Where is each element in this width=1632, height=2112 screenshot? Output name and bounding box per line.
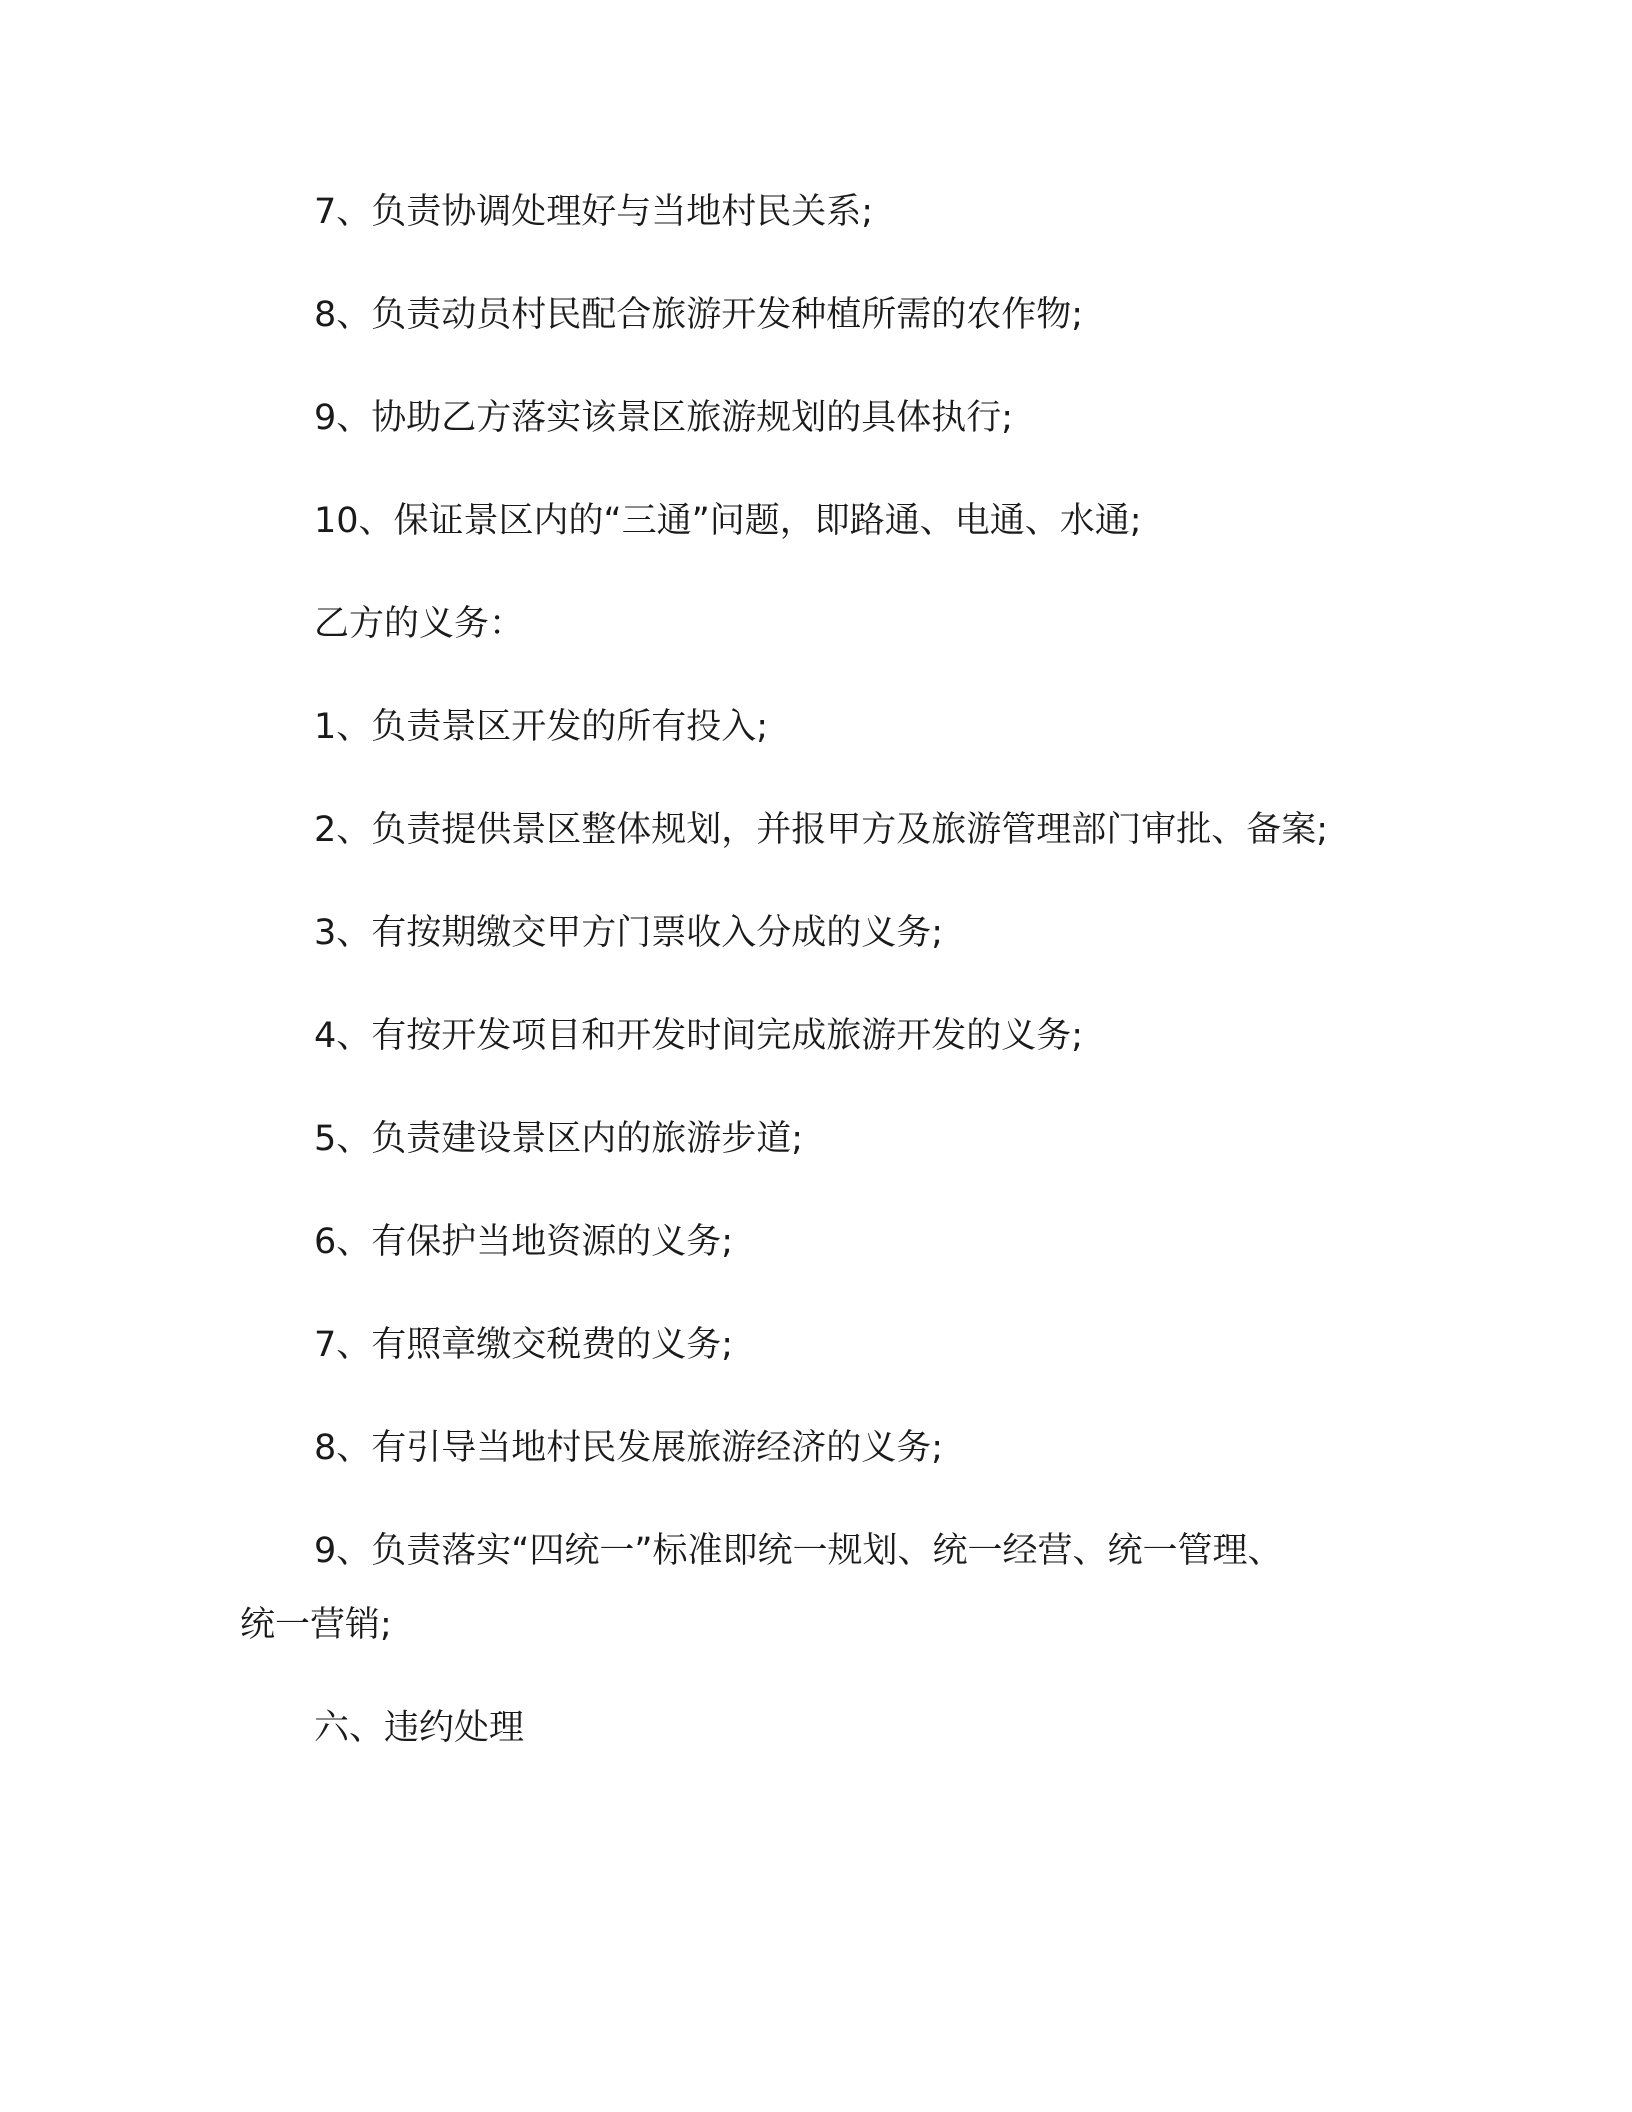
party-b-duty-6: 6、有保护当地资源的义务; <box>314 1222 734 1262</box>
party-b-duties-heading: 乙方的义务： <box>314 604 525 644</box>
party-b-duty-5: 5、负责建设景区内的旅游步道; <box>314 1119 804 1159</box>
party-b-duty-8: 8、有引导当地村民发展旅游经济的义务; <box>314 1428 944 1468</box>
party-b-duty-2: 2、负责提供景区整体规划，并报甲方及旅游管理部门审批、备案; <box>314 810 1329 850</box>
party-b-duty-3: 3、有按期缴交甲方门票收入分成的义务; <box>314 913 944 953</box>
document-body <box>240 190 1390 1809</box>
party-b-duty-1: 1、负责景区开发的所有投入; <box>314 707 769 747</box>
party-b-duty-9: 9、负责落实“四统一”标准即统一规划、统一经营、统一管理、 <box>314 1531 1283 1571</box>
party-b-duty-7: 7、有照章缴交税费的义务; <box>314 1325 734 1365</box>
party-b-duty-9-continued: 统一营销; <box>240 1605 392 1645</box>
party-a-duty-8: 8、负责动员村民配合旅游开发种植所需的农作物; <box>314 295 1084 335</box>
party-b-duty-4: 4、有按开发项目和开发时间完成旅游开发的义务; <box>314 1016 1084 1056</box>
party-a-duty-7: 7、负责协调处理好与当地村民关系; <box>314 192 874 232</box>
party-a-duty-10: 10、保证景区内的“三通”问题，即路通、电通、水通; <box>314 501 1142 541</box>
party-a-duty-9: 9、协助乙方落实该景区旅游规划的具体执行; <box>314 398 1014 438</box>
section-heading-breach: 六、违约处理 <box>314 1708 525 1748</box>
